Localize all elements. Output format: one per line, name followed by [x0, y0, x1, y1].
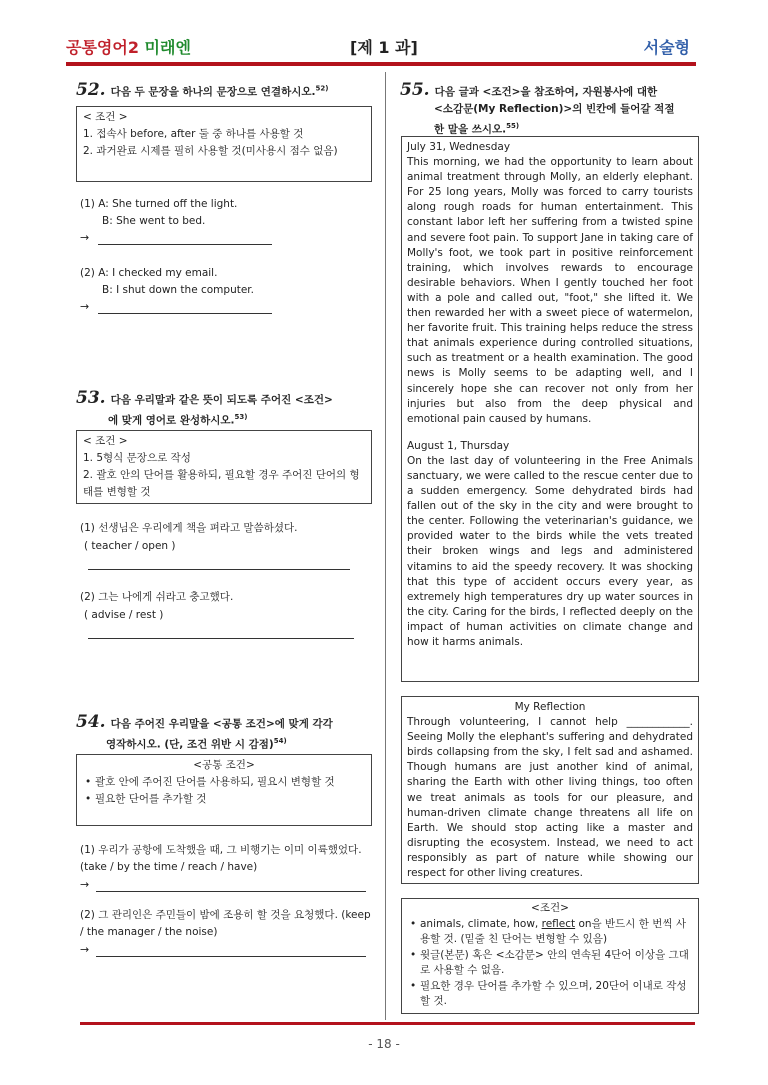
answer-line[interactable]	[98, 312, 272, 314]
q54-instruction-1: 다음 주어진 우리말을 <공통 조건>에 맞게 각각	[110, 718, 333, 730]
q52-item-2a: (2) A: I checked my email.	[80, 267, 218, 279]
q52-heading	[76, 80, 376, 101]
answer-line[interactable]	[88, 637, 354, 639]
answer-arrow: →	[80, 300, 90, 313]
q53-item-1: (1) 선생님은 우리에게 책을 펴라고 말씀하셨다.	[80, 522, 298, 534]
q53-instruction-2: 에 맞게 영어로 완성하시오.$^{53)}$	[108, 413, 248, 427]
condition-title: < 조건 >	[83, 111, 128, 123]
q55-number: 55.	[400, 80, 430, 100]
answer-line[interactable]	[96, 955, 366, 957]
column-divider	[385, 72, 386, 1020]
answer-arrow: →	[80, 231, 90, 244]
q55-instruction-2: <소감문(My Reflection)>의 빈칸에 들어갈 적절	[434, 103, 675, 115]
diary-paragraph: This morning, we had the opportunity to learn about animal treatment through Molly, an elderly elephant. For 25 long years, Molly was forced to carry tourists along rough roads for human entertainment. This constant labor left her suffering from a twisted spine and severe foot pain. To support Jane in taking care of Molly's foot, we took part in positive reinforcement training, which involves rewards to encourage desirable behaviors. When I gently touched her foot with a pole and called out, "foot," she lifted it. We then rewarded her with a sweet piece of watermelon, her favorite fruit. This training helps reduce the stress that animals experience during controlled situations, such as treatment or a health examination. The good news is Molly seems to be adapting well, and I sincerely hope she can recover not only from her injuries but also from the deep physical and emotional pain caused by humans.	[407, 156, 693, 425]
q53-item-2: (2) 그는 나에게 쉬라고 충고했다.	[80, 591, 234, 603]
answer-arrow: →	[80, 878, 90, 891]
q53-number: 53.	[76, 388, 106, 408]
q53-instruction-1: 다음 우리말과 같은 뜻이 되도록 주어진 <조건>	[110, 394, 333, 406]
condition-item: 1. 접속사 before, after 둘 중 하나를 사용할 것	[83, 128, 304, 140]
condition-item: • 윗글(본문) 혹은 <소감문> 안의 연속된 4단어 이상을 그대로 사용할 수 없음.	[420, 948, 692, 979]
q53-words-2: ( advise / rest )	[84, 609, 164, 621]
condition-item: • 필요한 단어를 추가할 것	[95, 791, 365, 808]
condition-item: • 괄호 안에 주어진 단어를 사용하되, 필요시 변형할 것	[95, 774, 365, 791]
q52-item-1a: (1) A: She turned off the light.	[80, 198, 238, 210]
header-rule	[66, 62, 696, 66]
q52-item-2b: B: I shut down the computer.	[102, 284, 254, 296]
q52-item-1b: B: She went to bed.	[102, 215, 206, 227]
q52-number: 52.	[76, 80, 106, 100]
q54-condition-box	[76, 754, 372, 826]
condition-item: 2. 과거완료 시제를 필히 사용할 것(미사용시 점수 없음)	[83, 145, 338, 157]
q54-heading	[76, 712, 376, 754]
condition-title: <공통 조건>	[193, 759, 255, 771]
answer-line[interactable]	[88, 568, 350, 570]
q54-number: 54.	[76, 712, 106, 732]
question-type: 서술형	[643, 38, 690, 57]
q53-condition-box	[76, 430, 372, 504]
diary-date: July 31, Wednesday	[407, 141, 511, 153]
condition-item: • animals, climate, how, reflect on을 반드시 한 번씩 사용할 것. (밑줄 친 단어는 변형할 수 있음)	[420, 917, 692, 948]
q54-item-1: (1) 우리가 공항에 도착했을 때, 그 비행기는 이미 이륙했었다. (take / by the time / reach / have)	[80, 844, 362, 873]
diary-date: August 1, Thursday	[407, 439, 510, 452]
footer-rule	[80, 1022, 695, 1025]
answer-line[interactable]	[98, 243, 272, 245]
answer-arrow: →	[80, 943, 90, 956]
q53-words-1: ( teacher / open )	[84, 540, 176, 552]
q54-instruction-2: 영작하시오. (단, 조건 위반 시 감점)$^{54)}$	[106, 737, 287, 751]
lesson-title: [제 1 과]	[350, 38, 418, 57]
q55-passage	[401, 136, 699, 682]
reflection-box	[401, 696, 699, 884]
diary-paragraph: On the last day of volunteering in the Free Animals sanctuary, we were called to the rescue center due to a sudden emergency. Some dehydrated birds had fallen out of the sky in the city and were brought to the center. Following the veterinarian's guidance, we provided water to the birds while the vets treated their broken wings and legs and administered vitamins to aid the speedy recovery. It was shocking that this type of accident occurs every year, as extremely high temperatures dry up water sources in the city. Caring for the birds, I reflected deeply on the impact of human activities on climate change and how it harms animals.	[407, 454, 693, 648]
q53-heading	[76, 388, 376, 430]
publisher-name: 미래엔	[144, 38, 191, 57]
condition-title: < 조건 >	[83, 435, 128, 447]
reflection-title: My Reflection	[514, 701, 586, 713]
q52-condition-box	[76, 106, 372, 182]
page-number: - 18 -	[368, 1037, 400, 1051]
condition-item: 2. 괄호 안의 단어를 활용하되, 필요할 경우 주어진 단어의 형태를 변형할 것	[83, 469, 360, 498]
condition-title: <조건>	[531, 902, 569, 914]
condition-item: 1. 5형식 문장으로 작성	[83, 452, 191, 464]
q55-instruction-1: 다음 글과 <조건>을 참조하여, 자원봉사에 대한	[434, 86, 658, 98]
q55-condition-box	[401, 898, 699, 1014]
reflection-text: Through volunteering, I cannot help ____________. Seeing Molly the elephant's suffering and dehydrated birds collapsing from the sky, I felt sad and ashamed. Though humans are just another kind of animal, sharing the Earth with other living things, too often we treat animals as tools for our pleasure, and human-driven climate change threatens all life on Earth. We should stop acting like a master and disrupting the ecosystem. Instead, we need to act responsibly as part of nature while showing our respect for other living creatures.	[407, 716, 693, 880]
condition-item: • 필요한 경우 단어를 추가할 수 있으며, 20단어 이내로 작성할 것.	[420, 979, 692, 1010]
q55-heading	[400, 80, 700, 139]
subject-name: 공통영어2	[66, 38, 139, 57]
q55-instruction-3: 한 말을 쓰시오.$^{55)}$	[434, 122, 520, 136]
subject-title	[66, 35, 191, 58]
q52-instruction: 다음 두 문장을 하나의 문장으로 연결하시오.$^{52)}$	[110, 84, 329, 98]
q54-item-2: (2) 그 관리인은 주민들이 밤에 조용히 할 것을 요청했다. (keep / the manager / the noise)	[80, 909, 371, 938]
answer-line[interactable]	[96, 890, 366, 892]
